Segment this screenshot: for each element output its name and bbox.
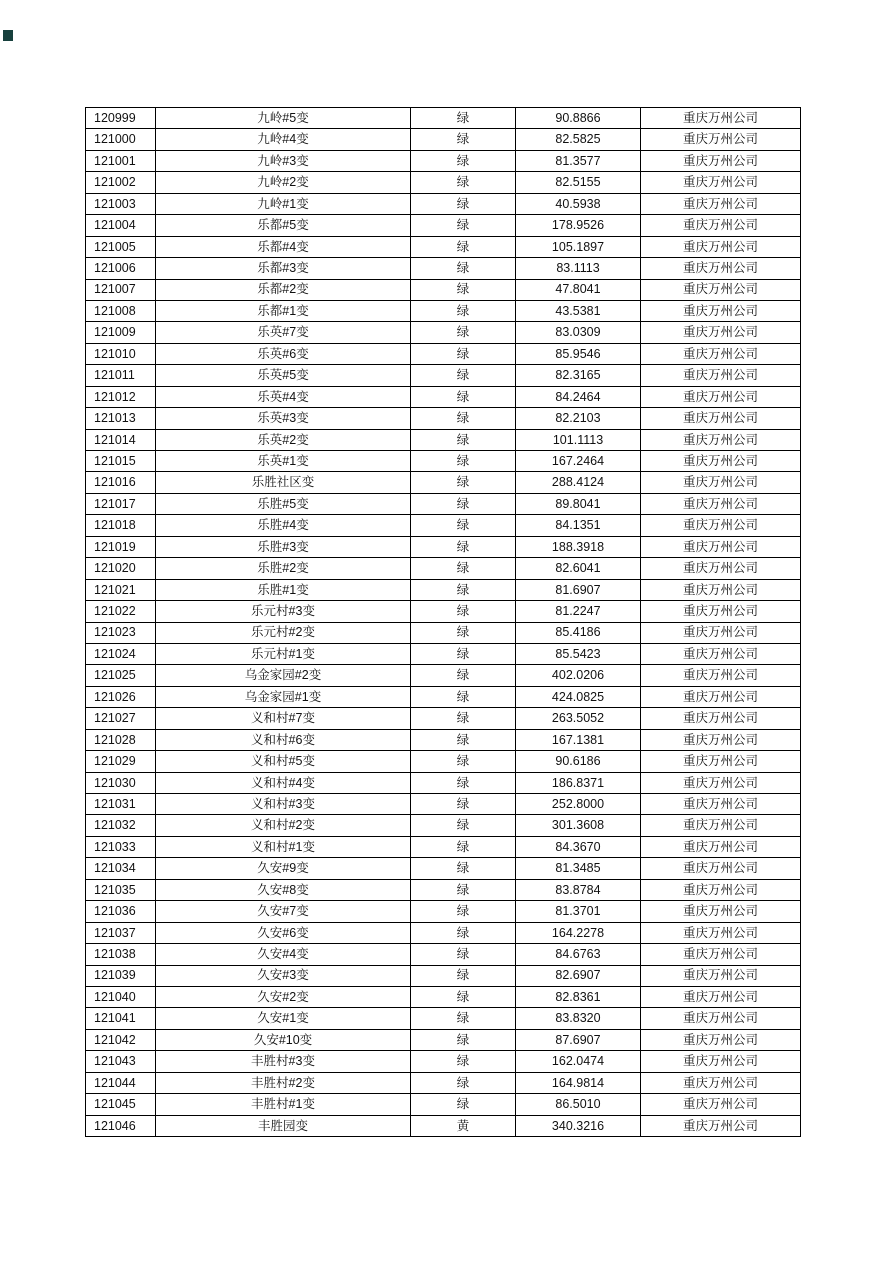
cell-status: 绿 <box>411 1051 516 1072</box>
cell-company: 重庆万州公司 <box>641 922 801 943</box>
cell-company: 重庆万州公司 <box>641 365 801 386</box>
cell-company: 重庆万州公司 <box>641 772 801 793</box>
cell-company: 重庆万州公司 <box>641 601 801 622</box>
cell-id: 121028 <box>86 729 156 750</box>
cell-status: 绿 <box>411 108 516 129</box>
cell-name: 乐英#5变 <box>156 365 411 386</box>
table-row <box>86 279 801 300</box>
cell-status: 绿 <box>411 386 516 407</box>
cell-id: 121022 <box>86 601 156 622</box>
cell-status: 绿 <box>411 836 516 857</box>
cell-company: 重庆万州公司 <box>641 215 801 236</box>
cell-id: 121031 <box>86 794 156 815</box>
cell-value: 82.5825 <box>516 129 641 150</box>
cell-id: 121034 <box>86 858 156 879</box>
cell-company: 重庆万州公司 <box>641 1051 801 1072</box>
cell-status: 绿 <box>411 1008 516 1029</box>
cell-value: 83.8784 <box>516 879 641 900</box>
cell-id: 121015 <box>86 451 156 472</box>
cell-id: 121037 <box>86 922 156 943</box>
table-row <box>86 858 801 879</box>
table-row <box>86 429 801 450</box>
table-row <box>86 172 801 193</box>
cell-value: 178.9526 <box>516 215 641 236</box>
cell-company: 重庆万州公司 <box>641 129 801 150</box>
cell-value: 167.2464 <box>516 451 641 472</box>
cell-status: 绿 <box>411 965 516 986</box>
cell-name: 丰胜村#2变 <box>156 1072 411 1093</box>
cell-company: 重庆万州公司 <box>641 300 801 321</box>
cell-id: 121002 <box>86 172 156 193</box>
cell-status: 绿 <box>411 858 516 879</box>
cell-company: 重庆万州公司 <box>641 622 801 643</box>
cell-status: 绿 <box>411 794 516 815</box>
cell-name: 乐胜社区变 <box>156 472 411 493</box>
cell-company: 重庆万州公司 <box>641 515 801 536</box>
cell-value: 83.1113 <box>516 258 641 279</box>
cell-company: 重庆万州公司 <box>641 794 801 815</box>
cell-id: 121023 <box>86 622 156 643</box>
cell-name: 义和村#6变 <box>156 729 411 750</box>
cell-value: 85.9546 <box>516 343 641 364</box>
cell-value: 83.8320 <box>516 1008 641 1029</box>
cell-name: 义和村#3变 <box>156 794 411 815</box>
cell-name: 乌金家园#1变 <box>156 686 411 707</box>
table-row <box>86 1008 801 1029</box>
cell-name: 乐胜#1变 <box>156 579 411 600</box>
cell-status: 绿 <box>411 150 516 171</box>
cell-value: 81.2247 <box>516 601 641 622</box>
table-row <box>86 365 801 386</box>
cell-value: 188.3918 <box>516 536 641 557</box>
cell-id: 121005 <box>86 236 156 257</box>
cell-value: 164.9814 <box>516 1072 641 1093</box>
cell-value: 424.0825 <box>516 686 641 707</box>
cell-status: 绿 <box>411 236 516 257</box>
cell-value: 301.3608 <box>516 815 641 836</box>
cell-company: 重庆万州公司 <box>641 279 801 300</box>
table-row <box>86 751 801 772</box>
cell-company: 重庆万州公司 <box>641 836 801 857</box>
table-row <box>86 1094 801 1115</box>
cell-value: 82.6041 <box>516 558 641 579</box>
cell-name: 丰胜村#1变 <box>156 1094 411 1115</box>
table-row <box>86 643 801 664</box>
cell-status: 绿 <box>411 643 516 664</box>
cell-company: 重庆万州公司 <box>641 879 801 900</box>
cell-company: 重庆万州公司 <box>641 643 801 664</box>
cell-status: 绿 <box>411 515 516 536</box>
cell-company: 重庆万州公司 <box>641 751 801 772</box>
table-row <box>86 451 801 472</box>
cell-status: 绿 <box>411 215 516 236</box>
cell-status: 绿 <box>411 901 516 922</box>
cell-company: 重庆万州公司 <box>641 236 801 257</box>
cell-status: 绿 <box>411 258 516 279</box>
cell-name: 乐英#3变 <box>156 408 411 429</box>
cell-status: 绿 <box>411 751 516 772</box>
table-row <box>86 815 801 836</box>
table-row <box>86 579 801 600</box>
cell-id: 121019 <box>86 536 156 557</box>
table-row <box>86 472 801 493</box>
table-row <box>86 772 801 793</box>
cell-id: 121042 <box>86 1029 156 1050</box>
cell-company: 重庆万州公司 <box>641 815 801 836</box>
cell-value: 82.8361 <box>516 986 641 1007</box>
cell-name: 久安#3变 <box>156 965 411 986</box>
cell-id: 121001 <box>86 150 156 171</box>
cell-value: 86.5010 <box>516 1094 641 1115</box>
cell-status: 绿 <box>411 172 516 193</box>
cell-status: 绿 <box>411 1072 516 1093</box>
cell-id: 121045 <box>86 1094 156 1115</box>
cell-id: 121033 <box>86 836 156 857</box>
cell-company: 重庆万州公司 <box>641 172 801 193</box>
cell-company: 重庆万州公司 <box>641 429 801 450</box>
cell-id: 121044 <box>86 1072 156 1093</box>
cell-value: 164.2278 <box>516 922 641 943</box>
table-row <box>86 408 801 429</box>
cell-name: 乐英#4变 <box>156 386 411 407</box>
cell-name: 乐英#6变 <box>156 343 411 364</box>
cell-name: 乐胜#2变 <box>156 558 411 579</box>
cell-id: 121003 <box>86 193 156 214</box>
cell-id: 120999 <box>86 108 156 129</box>
cell-value: 81.6907 <box>516 579 641 600</box>
cell-value: 40.5938 <box>516 193 641 214</box>
cell-name: 乐都#5变 <box>156 215 411 236</box>
cell-company: 重庆万州公司 <box>641 472 801 493</box>
table-row <box>86 300 801 321</box>
cell-status: 绿 <box>411 536 516 557</box>
table-row <box>86 1072 801 1093</box>
cell-status: 绿 <box>411 558 516 579</box>
cell-value: 82.2103 <box>516 408 641 429</box>
table-row <box>86 1115 801 1136</box>
cell-value: 263.5052 <box>516 708 641 729</box>
cell-id: 121009 <box>86 322 156 343</box>
cell-name: 九岭#2变 <box>156 172 411 193</box>
table-row <box>86 944 801 965</box>
cell-status: 绿 <box>411 279 516 300</box>
cell-value: 90.8866 <box>516 108 641 129</box>
cell-company: 重庆万州公司 <box>641 536 801 557</box>
cell-status: 绿 <box>411 708 516 729</box>
cell-id: 121021 <box>86 579 156 600</box>
cell-value: 186.8371 <box>516 772 641 793</box>
table-row <box>86 622 801 643</box>
cell-value: 83.0309 <box>516 322 641 343</box>
cell-status: 绿 <box>411 408 516 429</box>
cell-id: 121020 <box>86 558 156 579</box>
cell-status: 绿 <box>411 944 516 965</box>
table-row <box>86 601 801 622</box>
cell-company: 重庆万州公司 <box>641 665 801 686</box>
cell-name: 九岭#5变 <box>156 108 411 129</box>
cell-name: 丰胜园变 <box>156 1115 411 1136</box>
cell-name: 乐都#4变 <box>156 236 411 257</box>
cell-name: 久安#2变 <box>156 986 411 1007</box>
cell-status: 绿 <box>411 493 516 514</box>
cell-company: 重庆万州公司 <box>641 558 801 579</box>
cell-name: 乐都#1变 <box>156 300 411 321</box>
cell-id: 121016 <box>86 472 156 493</box>
table-row <box>86 1029 801 1050</box>
cell-company: 重庆万州公司 <box>641 986 801 1007</box>
cell-company: 重庆万州公司 <box>641 686 801 707</box>
table-row <box>86 236 801 257</box>
table-row <box>86 108 801 129</box>
cell-status: 黄 <box>411 1115 516 1136</box>
cell-company: 重庆万州公司 <box>641 193 801 214</box>
cell-id: 121027 <box>86 708 156 729</box>
cell-name: 九岭#1变 <box>156 193 411 214</box>
cell-name: 乐都#2变 <box>156 279 411 300</box>
cell-id: 121017 <box>86 493 156 514</box>
table-row <box>86 129 801 150</box>
cell-name: 乐都#3变 <box>156 258 411 279</box>
cell-name: 久安#4变 <box>156 944 411 965</box>
cell-value: 85.5423 <box>516 643 641 664</box>
cell-company: 重庆万州公司 <box>641 1115 801 1136</box>
cell-status: 绿 <box>411 1094 516 1115</box>
cell-id: 121000 <box>86 129 156 150</box>
cell-value: 81.3701 <box>516 901 641 922</box>
cell-company: 重庆万州公司 <box>641 708 801 729</box>
table-row <box>86 665 801 686</box>
cell-id: 121030 <box>86 772 156 793</box>
table-row <box>86 686 801 707</box>
cell-status: 绿 <box>411 472 516 493</box>
cell-value: 90.6186 <box>516 751 641 772</box>
cell-value: 81.3485 <box>516 858 641 879</box>
cell-status: 绿 <box>411 300 516 321</box>
cell-status: 绿 <box>411 579 516 600</box>
table-row <box>86 515 801 536</box>
cell-value: 89.8041 <box>516 493 641 514</box>
cell-value: 82.6907 <box>516 965 641 986</box>
cell-value: 87.6907 <box>516 1029 641 1050</box>
cell-name: 久安#7变 <box>156 901 411 922</box>
cell-id: 121024 <box>86 643 156 664</box>
cell-company: 重庆万州公司 <box>641 1008 801 1029</box>
cell-value: 101.1113 <box>516 429 641 450</box>
cell-name: 乐元村#2变 <box>156 622 411 643</box>
cell-status: 绿 <box>411 322 516 343</box>
cell-status: 绿 <box>411 451 516 472</box>
cell-id: 121035 <box>86 879 156 900</box>
cell-company: 重庆万州公司 <box>641 451 801 472</box>
cell-status: 绿 <box>411 665 516 686</box>
cell-value: 43.5381 <box>516 300 641 321</box>
table-row <box>86 794 801 815</box>
table-row <box>86 536 801 557</box>
cell-value: 252.8000 <box>516 794 641 815</box>
table-row <box>86 215 801 236</box>
table-row <box>86 493 801 514</box>
cell-status: 绿 <box>411 129 516 150</box>
cell-status: 绿 <box>411 601 516 622</box>
cell-value: 84.1351 <box>516 515 641 536</box>
cell-name: 乐胜#4变 <box>156 515 411 536</box>
cell-company: 重庆万州公司 <box>641 1029 801 1050</box>
cell-name: 乐英#1变 <box>156 451 411 472</box>
cell-name: 义和村#4变 <box>156 772 411 793</box>
table-row <box>86 922 801 943</box>
cell-id: 121008 <box>86 300 156 321</box>
cell-id: 121007 <box>86 279 156 300</box>
cell-id: 121012 <box>86 386 156 407</box>
cell-status: 绿 <box>411 622 516 643</box>
cell-company: 重庆万州公司 <box>641 944 801 965</box>
cell-name: 久安#8变 <box>156 879 411 900</box>
cell-id: 121018 <box>86 515 156 536</box>
cell-id: 121014 <box>86 429 156 450</box>
table-row <box>86 386 801 407</box>
cell-id: 121032 <box>86 815 156 836</box>
cell-company: 重庆万州公司 <box>641 858 801 879</box>
cell-status: 绿 <box>411 1029 516 1050</box>
cell-id: 121043 <box>86 1051 156 1072</box>
cell-id: 121013 <box>86 408 156 429</box>
cell-company: 重庆万州公司 <box>641 386 801 407</box>
cell-id: 121039 <box>86 965 156 986</box>
page-corner-mark <box>3 30 13 41</box>
cell-value: 82.5155 <box>516 172 641 193</box>
cell-id: 121041 <box>86 1008 156 1029</box>
cell-status: 绿 <box>411 686 516 707</box>
cell-company: 重庆万州公司 <box>641 258 801 279</box>
cell-value: 340.3216 <box>516 1115 641 1136</box>
cell-id: 121029 <box>86 751 156 772</box>
cell-value: 402.0206 <box>516 665 641 686</box>
cell-company: 重庆万州公司 <box>641 322 801 343</box>
table-row <box>86 1051 801 1072</box>
cell-id: 121026 <box>86 686 156 707</box>
table-row <box>86 729 801 750</box>
cell-value: 167.1381 <box>516 729 641 750</box>
table-row <box>86 901 801 922</box>
cell-value: 81.3577 <box>516 150 641 171</box>
cell-value: 82.3165 <box>516 365 641 386</box>
cell-id: 121040 <box>86 986 156 1007</box>
cell-company: 重庆万州公司 <box>641 901 801 922</box>
cell-status: 绿 <box>411 193 516 214</box>
cell-name: 乐元村#1变 <box>156 643 411 664</box>
cell-value: 288.4124 <box>516 472 641 493</box>
table-row <box>86 986 801 1007</box>
cell-name: 乐元村#3变 <box>156 601 411 622</box>
cell-name: 义和村#2变 <box>156 815 411 836</box>
cell-company: 重庆万州公司 <box>641 493 801 514</box>
cell-status: 绿 <box>411 343 516 364</box>
cell-name: 九岭#3变 <box>156 150 411 171</box>
cell-name: 九岭#4变 <box>156 129 411 150</box>
cell-name: 义和村#5变 <box>156 751 411 772</box>
table-row <box>86 965 801 986</box>
cell-company: 重庆万州公司 <box>641 343 801 364</box>
cell-company: 重庆万州公司 <box>641 965 801 986</box>
cell-id: 121006 <box>86 258 156 279</box>
cell-name: 乐胜#3变 <box>156 536 411 557</box>
cell-id: 121025 <box>86 665 156 686</box>
cell-value: 84.3670 <box>516 836 641 857</box>
cell-company: 重庆万州公司 <box>641 729 801 750</box>
cell-company: 重庆万州公司 <box>641 1094 801 1115</box>
table-row <box>86 343 801 364</box>
cell-status: 绿 <box>411 815 516 836</box>
cell-company: 重庆万州公司 <box>641 579 801 600</box>
table-row <box>86 258 801 279</box>
cell-company: 重庆万州公司 <box>641 150 801 171</box>
cell-name: 义和村#1变 <box>156 836 411 857</box>
cell-name: 久安#6变 <box>156 922 411 943</box>
cell-company: 重庆万州公司 <box>641 108 801 129</box>
cell-id: 121011 <box>86 365 156 386</box>
cell-value: 84.2464 <box>516 386 641 407</box>
cell-id: 121038 <box>86 944 156 965</box>
table-row <box>86 558 801 579</box>
cell-company: 重庆万州公司 <box>641 408 801 429</box>
cell-name: 乐英#2变 <box>156 429 411 450</box>
cell-name: 久安#9变 <box>156 858 411 879</box>
cell-name: 乐胜#5变 <box>156 493 411 514</box>
cell-id: 121010 <box>86 343 156 364</box>
cell-name: 久安#10变 <box>156 1029 411 1050</box>
cell-name: 乐英#7变 <box>156 322 411 343</box>
cell-status: 绿 <box>411 429 516 450</box>
cell-status: 绿 <box>411 879 516 900</box>
cell-status: 绿 <box>411 772 516 793</box>
data-table <box>85 107 801 1137</box>
table-row <box>86 150 801 171</box>
cell-name: 久安#1变 <box>156 1008 411 1029</box>
cell-value: 47.8041 <box>516 279 641 300</box>
cell-status: 绿 <box>411 986 516 1007</box>
cell-value: 84.6763 <box>516 944 641 965</box>
table-row <box>86 836 801 857</box>
cell-name: 丰胜村#3变 <box>156 1051 411 1072</box>
cell-status: 绿 <box>411 365 516 386</box>
cell-company: 重庆万州公司 <box>641 1072 801 1093</box>
cell-name: 义和村#7变 <box>156 708 411 729</box>
cell-value: 162.0474 <box>516 1051 641 1072</box>
cell-status: 绿 <box>411 922 516 943</box>
table-body <box>86 108 801 1137</box>
table-row <box>86 193 801 214</box>
cell-status: 绿 <box>411 729 516 750</box>
cell-id: 121046 <box>86 1115 156 1136</box>
table-row <box>86 708 801 729</box>
table-row <box>86 322 801 343</box>
cell-id: 121036 <box>86 901 156 922</box>
table-row <box>86 879 801 900</box>
cell-value: 105.1897 <box>516 236 641 257</box>
cell-id: 121004 <box>86 215 156 236</box>
cell-name: 乌金家园#2变 <box>156 665 411 686</box>
cell-value: 85.4186 <box>516 622 641 643</box>
